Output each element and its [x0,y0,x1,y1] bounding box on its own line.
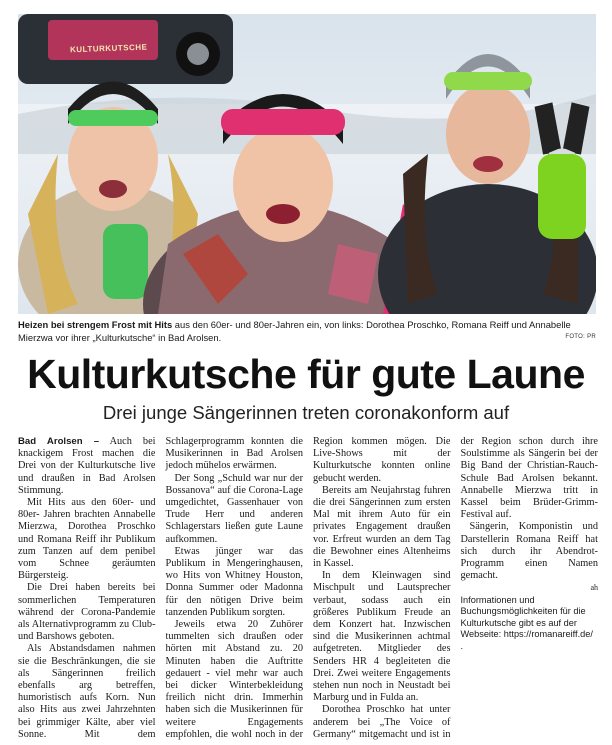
paragraph-6: Etwas jünger war das Publikum in Mengeringhausen, wo Hits von Whitney Houston, Donna Summer oder Madonna für den nötigen Drive beim tanzenden Publikum sorgten. [165,545,303,618]
paragraph-1: Bad Arolsen – Auch bei knackigem Frost machen die Drei von der Kulturkutsche live und draußen in Bad Arolsen Stimmung. [18,436,156,496]
paragraph-9: In dem Kleinwagen sind Mischpult und Lautsprecher verbaut, sodass auch ein größeres Publikum Freude an dem Konzert hat. Inzwischen sind die Musikerinnen achtmal aufgetreten. Mitglieder des Senders HR 4 begleiteten die Drei. Zwei weitere Engagements stehen nun noch in Neustadt bei Marburg und in Fulda an. [313,570,451,704]
caption-lead: Heizen bei strengem Frost mit Hits [18,319,173,330]
paragraph-8: Bereits am Neujahrstag fuhren die drei Sängerinnen zum ersten Mal mit ihrem Auto für ein privates Engagement draußen vor. Erfreut wurden an dem Tag die Bewohner eines Altenheims in Kassel. [313,484,451,570]
photo-credit: FOTO: PR [565,334,596,340]
glove-left [103,224,148,299]
paragraph-4: Als Abstandsdamen nahmen sie die Beschränkungen, die sie als Sängerinnen freilich ebenfalls arg betreffen, humoristisch aufs Korn. Nun also Hits aus zwei Jahrzehnten bei grimmiger Kälte, aber viel Sonne. Mit dem Schlagerprogramm konnten die Musikerinnen in Bad Arolsen jedoch mühelos erwärmen. [18,436,303,740]
subheadline: Drei junge Sängerinnen treten coronakonform auf [102,402,510,423]
caption-text: aus den 60er- und 80er-Jahren ein, von links: Dorothea Proschko, Romana Reiff und Annabelle Mierzwa vor ihrer „Kulturkutsche“ in Bad Arolsen. [18,319,571,343]
paragraph-10: Dorothea Proschko hat unter anderem bei „The Voice of Germany“ mitgemacht und ist in der Region schon durch ihre Soulstimme als Sängerin bei der Big Band der Christian-Rauch-Schule Bad Arolsen bekannt. Annabelle Mierzwa tritt in Kassel beim Brüder-Grimm-Festival auf. [313,436,598,740]
paragraph-2: Mit Hits aus den 60er- und 80er- Jahren brachten Annabelle Mierzwa, Dorothea Proschko und Romana Reiff ihr Publikum zum Tanzen auf dem penibel vom Schnee geräumten Bürgersteig. [18,497,156,582]
author-signature: ah [590,583,598,593]
paragraph-7: Jeweils etwa 20 Zuhörer tummelten sich draußen oder hörten mit Abstand zu. 20 Minuten haben die Auftritte gedauert - viel mehr war auch bei dicker Winterbekleidung freilich nicht drin. Immerhin haben sich die Musikerinnen für weitere Engagements empfohlen, die wohl noch in der Region kommen mögen. Die Live-Shows mit der Kulturkutsche konnten online gebucht werden. [165,436,451,740]
paragraph-11: Sängerin, Komponistin und Darstellerin Romana Reiff hat sich durch ihr Abendrot-Programm einen Namen gemacht. [460,521,598,582]
dateline: Bad Arolsen – [18,436,100,447]
article-body [18,436,598,742]
headline: Kulturkutsche für gute Laune [27,351,585,397]
photo-illustration [18,14,596,314]
paragraph-5: Der Song „Schuld war nur der Bossanova“ auf die Corona-Lage umgedichtet, Gassenhauer von Trude Herr und anderen Schlagerstars ließen gute Laune aufkommen. [165,472,303,545]
paragraph-3: Die Drei haben bereits bei sommerlichen Temperaturen während der Corona-Pandemie als Alternativprogramm zu Club- und Barshows geboten. [18,582,156,643]
article-photo [18,14,596,314]
info-note: Informationen und Buchungsmöglichkeiten für die Kulturkutsche gibt es auf der Webseite: https://romanareiff.de/ . [460,594,593,651]
van-sign-text: KULTURKUTSCHE [69,42,148,55]
van-sign [48,20,158,60]
glove-right [538,154,586,239]
photo-caption [18,318,596,344]
